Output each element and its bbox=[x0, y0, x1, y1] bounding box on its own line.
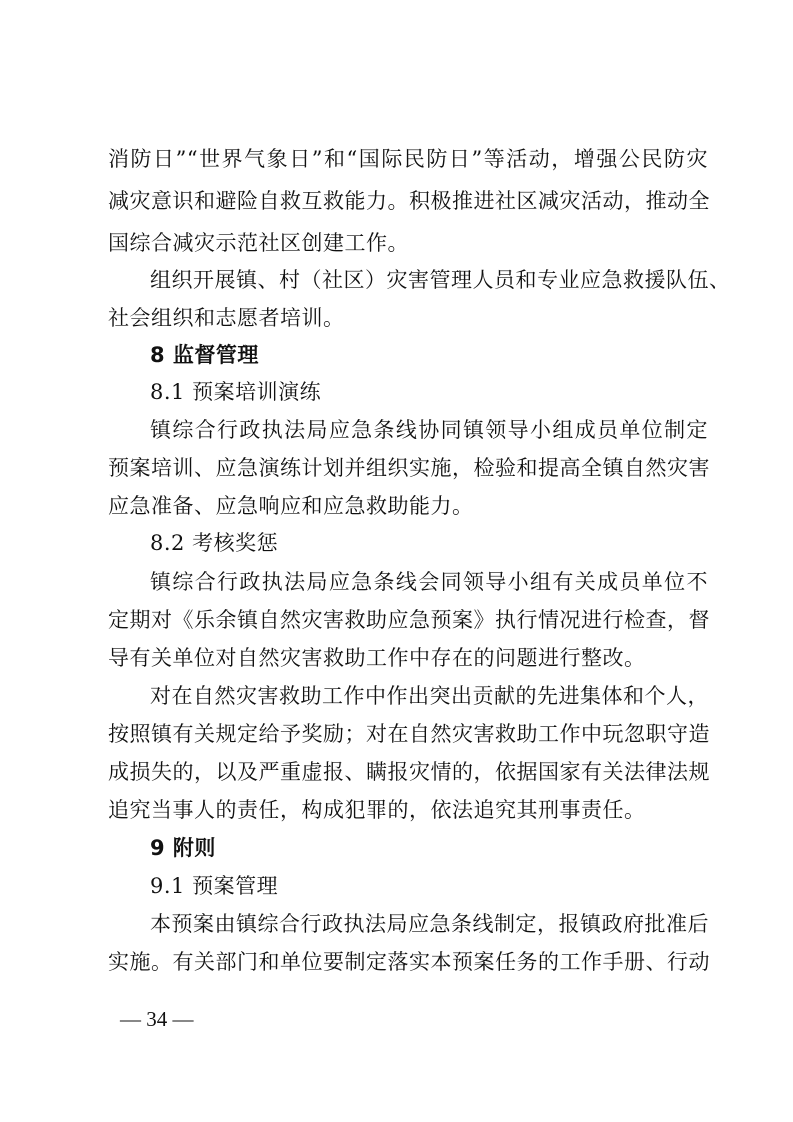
section-heading: 9 附则 bbox=[150, 836, 216, 860]
paragraph-line: 定期对《乐余镇自然灾害救助应急预案》执行情况进行检查，督 bbox=[108, 608, 710, 632]
paragraph-line: 消防日”“世界气象日”和“国际民防日”等活动，增强公民防灾 bbox=[108, 147, 708, 171]
subsection-heading: 8.1 预案培训演练 bbox=[150, 380, 322, 404]
paragraph-line: 镇综合行政执法局应急条线协同镇领导小组成员单位制定 bbox=[150, 418, 708, 442]
paragraph-line: 实施。有关部门和单位要制定落实本预案任务的工作手册、行动 bbox=[108, 950, 710, 974]
paragraph-line: 减灾意识和避险自救互救能力。积极推进社区减灾活动，推动全 bbox=[108, 189, 710, 213]
paragraph-line: 成损失的，以及严重虚报、瞒报灾情的，依据国家有关法律法规 bbox=[108, 760, 710, 784]
paragraph-line: 本预案由镇综合行政执法局应急条线制定，报镇政府批准后 bbox=[150, 912, 709, 936]
paragraph-line: 预案培训、应急演练计划并组织实施，检验和提高全镇自然灾害 bbox=[108, 456, 710, 480]
paragraph-line: 追究当事人的责任，构成犯罪的，依法追究其刑事责任。 bbox=[108, 798, 646, 822]
page-number: — 34 — bbox=[120, 1007, 194, 1031]
paragraph-line: 应急准备、应急响应和应急救助能力。 bbox=[108, 494, 474, 518]
paragraph-line: 导有关单位对自然灾害救助工作中存在的问题进行整改。 bbox=[108, 646, 646, 670]
paragraph-line: 组织开展镇、村（社区）灾害管理人员和专业应急救援队伍、 bbox=[150, 268, 731, 292]
section-heading: 8 监督管理 bbox=[150, 343, 259, 367]
paragraph-line: 镇综合行政执法局应急条线会同领导小组有关成员单位不 bbox=[150, 570, 708, 594]
subsection-heading: 9.1 预案管理 bbox=[150, 874, 279, 898]
paragraph-line: 国综合减灾示范社区创建工作。 bbox=[108, 231, 409, 255]
paragraph-line: 社会组织和志愿者培训。 bbox=[108, 306, 345, 330]
subsection-heading: 8.2 考核奖惩 bbox=[150, 531, 279, 555]
paragraph-line: 对在自然灾害救助工作中作出突出贡献的先进集体和个人， bbox=[150, 684, 709, 708]
paragraph-line: 按照镇有关规定给予奖励；对在自然灾害救助工作中玩忽职守造 bbox=[108, 722, 710, 746]
